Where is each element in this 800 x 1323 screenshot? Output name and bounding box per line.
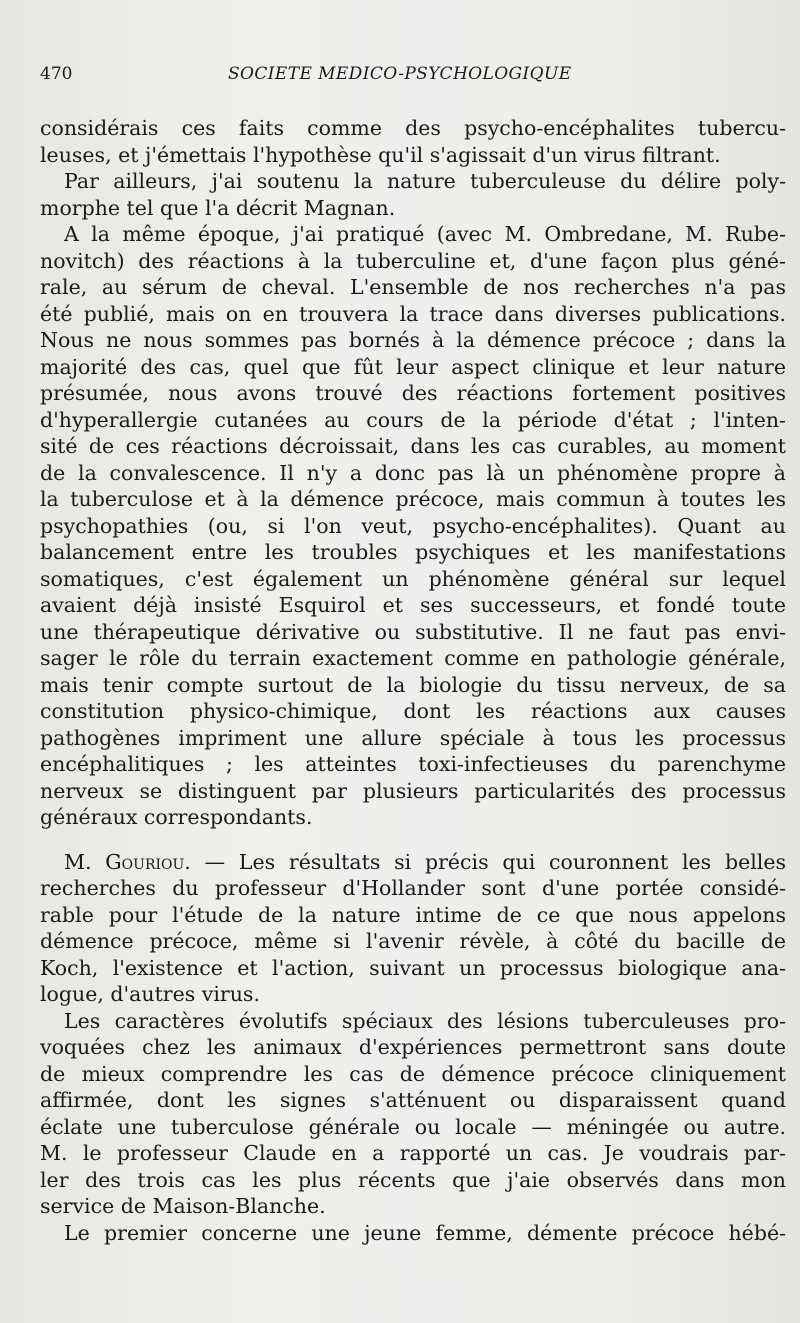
text-fragment: — Les résultats si précis qui couronnent les belles — [190, 849, 786, 874]
page-number: 470 — [40, 64, 73, 84]
text-line: généraux correspondants. — [40, 805, 313, 829]
text-line: service de Maison-Blanche. — [40, 1194, 326, 1218]
text-line: sager le rôle du terrain exactement comme en pathologie générale, — [40, 646, 786, 670]
paragraph — [40, 1008, 786, 1220]
text-line: Par ailleurs, j'ai soutenu la nature tuberculeuse du délire poly- — [64, 169, 786, 193]
text-line: encéphalitiques ; les atteintes toxi-infectieuses du parenchyme — [40, 752, 786, 776]
text-line: présumée, nous avons trouvé des réactions fortement positives — [40, 381, 786, 405]
text-line: démence précoce, même si l'avenir révèle, à côté du bacille de — [40, 929, 786, 953]
text-line: avaient déjà insisté Esquirol et ses successeurs, et fondé toute — [40, 593, 786, 617]
paragraph — [40, 849, 786, 1008]
text-line: leuses, et j'émettais l'hypothèse qu'il s'agissait d'un virus filtrant. — [40, 142, 721, 167]
text-line: constitution physico-chimique, dont les réactions aux causes — [40, 699, 786, 723]
text-line: voquées chez les animaux d'expériences permettront sans doute — [40, 1035, 786, 1059]
text-line: logue, d'autres virus. — [40, 982, 260, 1006]
paragraph — [40, 168, 786, 221]
text-line: une thérapeutique dérivative ou substitutive. Il ne faut pas envi- — [40, 619, 786, 644]
text-line: la tuberculose et à la démence précoce, mais commun à toutes les — [40, 487, 786, 511]
text-line: de mieux comprendre les cas de démence précoce cliniquement — [40, 1061, 786, 1086]
speaker-name: M. Gouriou. — [64, 849, 191, 874]
paragraph — [40, 1220, 786, 1247]
text-line: A la même époque, j'ai pratiqué (avec M. Ombredane, M. Rube- — [64, 222, 786, 246]
paragraph-gap — [40, 831, 786, 849]
text-line: Le premier concerne une jeune femme, démente précoce hébé- — [64, 1220, 786, 1245]
text-line: pathogènes impriment une allure spéciale à tous les processus — [40, 725, 786, 750]
text-line: somatiques, c'est également un phénomène général sur lequel — [40, 566, 786, 591]
text-line: sité de ces réactions décroissait, dans les cas curables, au moment — [40, 434, 786, 458]
text-line: affirmée, dont les signes s'atténuent ou disparaissent quand — [40, 1088, 786, 1112]
running-head: SOCIETE MEDICO-PSYCHOLOGIQUE — [228, 64, 572, 84]
text-line: majorité des cas, quel que fût leur aspect clinique et leur nature — [40, 354, 786, 379]
text-line: recherches du professeur d'Hollander sont d'une portée considé- — [40, 876, 786, 900]
text-line: considérais ces faits comme des psycho-encéphalites tubercu- — [40, 116, 786, 140]
paragraph — [40, 221, 786, 831]
text-line: mais tenir compte surtout de la biologie du tissu nerveux, de sa — [40, 672, 786, 697]
text-line — [40, 849, 786, 876]
text-line: Koch, l'existence et l'action, suivant un processus biologique ana- — [40, 955, 786, 980]
text-line: Nous ne nous sommes pas bornés à la démence précoce ; dans la — [40, 328, 786, 352]
text-line: rable pour l'étude de la nature intime de ce que nous appelons — [40, 902, 786, 927]
text-line: d'hyperallergie cutanées au cours de la période d'état ; l'inten- — [40, 407, 786, 432]
text-line: M. le professeur Claude en a rapporté un cas. Je voudrais par- — [40, 1141, 786, 1165]
text-line: été publié, mais on en trouvera la trace dans diverses publications. — [40, 301, 786, 326]
text-line: Les caractères évolutifs spéciaux des lésions tuberculeuses pro- — [64, 1008, 786, 1033]
text-line: balancement entre les troubles psychiques et les manifestations — [40, 540, 786, 564]
text-line: ler des trois cas les plus récents que j'aie observés dans mon — [40, 1167, 786, 1192]
text-line: rale, au sérum de cheval. L'ensemble de nos recherches n'a pas — [40, 275, 786, 299]
text-line: novitch) des réactions à la tuberculine et, d'une façon plus géné- — [40, 248, 786, 273]
body-text — [40, 115, 786, 1246]
text-line: nerveux se distinguent par plusieurs particularités des processus — [40, 778, 786, 803]
paragraph — [40, 115, 786, 168]
text-line: éclate une tuberculose générale ou locale — méningée ou autre. — [40, 1114, 786, 1139]
text-line: morphe tel que l'a décrit Magnan. — [40, 195, 396, 220]
page-header — [40, 64, 780, 92]
text-line: psychopathies (ou, si l'on veut, psycho-encéphalites). Quant au — [40, 513, 786, 538]
text-line: de la convalescence. Il n'y a donc pas là un phénomène propre à — [40, 460, 786, 485]
